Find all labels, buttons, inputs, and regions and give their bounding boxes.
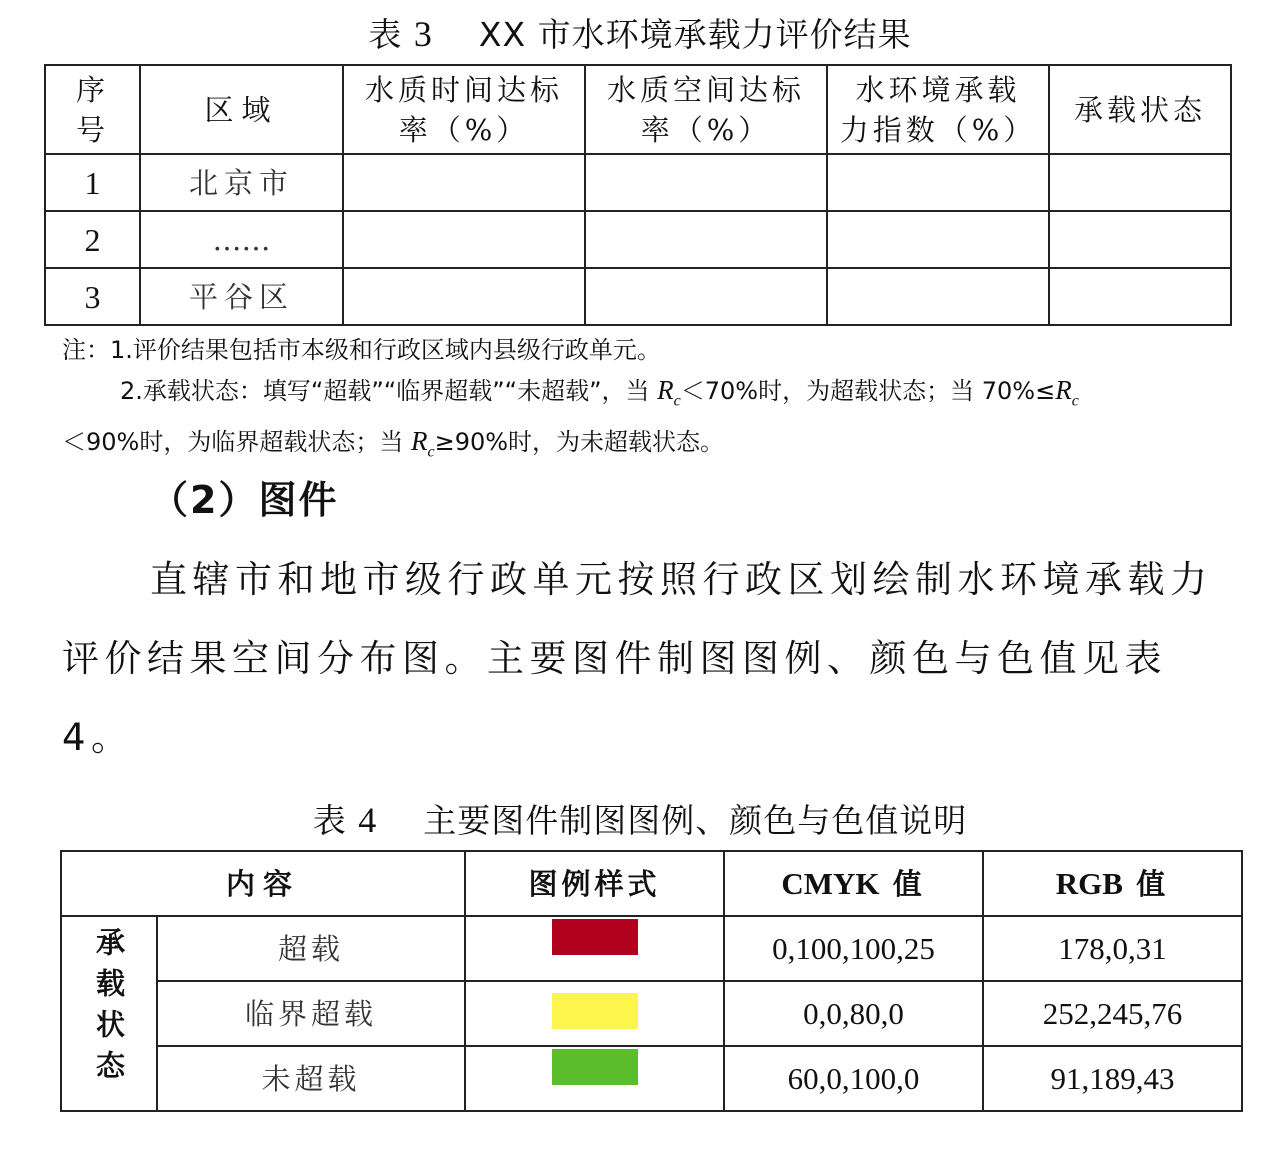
table-row [61,981,1242,1046]
note-2: 2.承载状态：填写“超载”“临界超载”“未超载”，当 $R_c<70\%$时，为超载状态；当 $70\%\le R_c$ [120,375,1079,410]
row-region: 平谷区 [140,268,343,325]
table-row [61,1046,1242,1111]
group-label: 承载状态 [92,926,126,1091]
row-swatch-cell [465,1046,724,1111]
note-1: 注：1.评价结果包括市本级和行政区域内县级行政单元。 [62,336,661,364]
legend-color-table [60,850,1243,1112]
row-label: 未超载 [157,1046,465,1111]
row-index: 3 [45,268,140,325]
row-region: …… [140,211,343,268]
header-capacity-index: 水环境承载 力指数（%） [827,65,1049,154]
table3-caption-number: 3 [413,14,433,54]
rc-symbol: $R_c$ [1055,375,1079,410]
row-space-rate [585,211,827,268]
row-region: 北京市 [140,154,343,211]
header-status: 承载状态 [1049,65,1231,154]
table3-caption-prefix: 表 [368,15,403,54]
row-time-rate [343,154,585,211]
swatch-overload [552,919,638,955]
row-space-rate [585,268,827,325]
row-cmyk: 0,0,80,0 [724,981,983,1046]
row-index: 2 [45,211,140,268]
header-content: 内容 [61,851,465,916]
header-space-rate: 水质空间达标 率（%） [585,65,827,154]
row-time-rate [343,211,585,268]
table4-caption-title: 主要图件制图图例、颜色与色值说明 [423,801,968,840]
table4-caption [0,800,1280,841]
row-cmyk: 0,100,100,25 [724,916,983,981]
table3-notes [62,330,1252,473]
row-capacity-index [827,268,1049,325]
table-row [61,916,1242,981]
header-time-rate: 水质时间达标 率（%） [343,65,585,154]
row-status [1049,154,1231,211]
table-row [45,154,1231,211]
group-label-cell [61,916,157,1111]
table3-caption-title: XX 市水环境承载力评价结果 [478,15,912,54]
row-label: 超载 [157,916,465,981]
row-space-rate [585,154,827,211]
row-swatch-cell [465,981,724,1046]
table-row [45,268,1231,325]
table4-header-row [61,851,1242,916]
row-status [1049,211,1231,268]
row-rgb: 178,0,31 [983,916,1242,981]
row-capacity-index [827,211,1049,268]
header-rgb: RGB 值 [983,851,1242,916]
table4-caption-prefix: 表 [312,801,347,840]
table-row [45,211,1231,268]
evaluation-results-table [44,64,1232,326]
row-rgb: 91,189,43 [983,1046,1242,1111]
header-region: 区域 [140,65,343,154]
header-legend-style: 图例样式 [465,851,724,916]
note-2-continued: ＜90%时，为临界超载状态；当 $R_c\ge 90\%$时，为未超载状态。 [62,426,725,461]
section-paragraph: 直辖市和地市级行政单元按照行政区划绘制水环境承载力评价结果空间分布图。主要图件制图图例、颜色与色值见表 4。 [62,558,1213,759]
row-time-rate [343,268,585,325]
swatch-critical [552,993,638,1029]
table3-header-row [45,65,1231,154]
table3-caption [0,14,1280,55]
swatch-not-overloaded [552,1049,638,1085]
rc-symbol: $R_c$ [657,375,681,410]
row-rgb: 252,245,76 [983,981,1242,1046]
row-cmyk: 60,0,100,0 [724,1046,983,1111]
row-capacity-index [827,154,1049,211]
rc-symbol: $R_c$ [410,426,435,461]
row-label: 临界超载 [157,981,465,1046]
table4-caption-number: 4 [358,800,378,840]
row-status [1049,268,1231,325]
header-cmyk: CMYK 值 [724,851,983,916]
row-swatch-cell [465,916,724,981]
row-index: 1 [45,154,140,211]
header-index: 序 号 [45,65,140,154]
section-heading: （2）图件 [150,478,339,522]
